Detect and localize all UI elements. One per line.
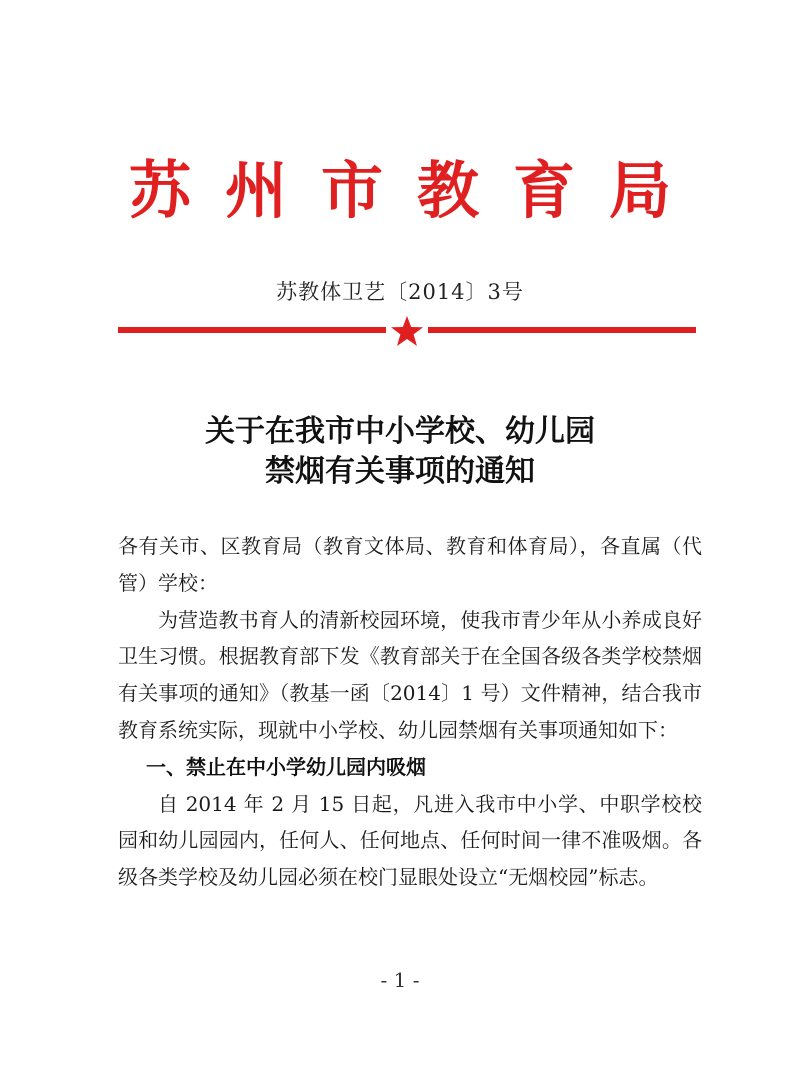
divider-line-left (118, 327, 386, 333)
red-divider (118, 317, 696, 347)
notice-title (0, 412, 800, 492)
star-icon (390, 315, 424, 347)
section-heading-1: 一、禁止在中小学幼儿园内吸烟 (146, 754, 426, 779)
notice-title-line1: 关于在我市中小学校、幼儿园 (205, 414, 595, 449)
page-number: - 1 - (380, 968, 420, 992)
addressee: 各有关市、区教育局（教育文体局、教育和体育局），各直属（代管）学校： (118, 534, 702, 595)
paragraph-intro: 为营造教书育人的清新校园环境，使我市青少年从小养成良好卫生习惯。根据教育部下发《教育部关于在全国各级各类学校禁烟有关事项的通知》（教基一函〔2014〕1 号）文件精神，结合我市教育系统实际，现就中小学校、幼儿园禁烟有关事项通知如下： (118, 607, 702, 742)
notice-title-line2: 禁烟有关事项的通知 (265, 454, 535, 489)
document-body (118, 528, 702, 896)
document-number: 苏教体卫艺〔2014〕3号 (276, 280, 524, 304)
section-1-text: 自 2014 年 2 月 15 日起，凡进入我市中小学、中职学校校园和幼儿园园内，任何人、任何地点、任何时间一律不准吸烟。各级各类学校及幼儿园必须在校门显眼处设立“无烟校园”标志。 (118, 791, 702, 890)
agency-letterhead-title: 苏州市教育局 (128, 154, 705, 227)
divider-line-right (428, 327, 696, 333)
